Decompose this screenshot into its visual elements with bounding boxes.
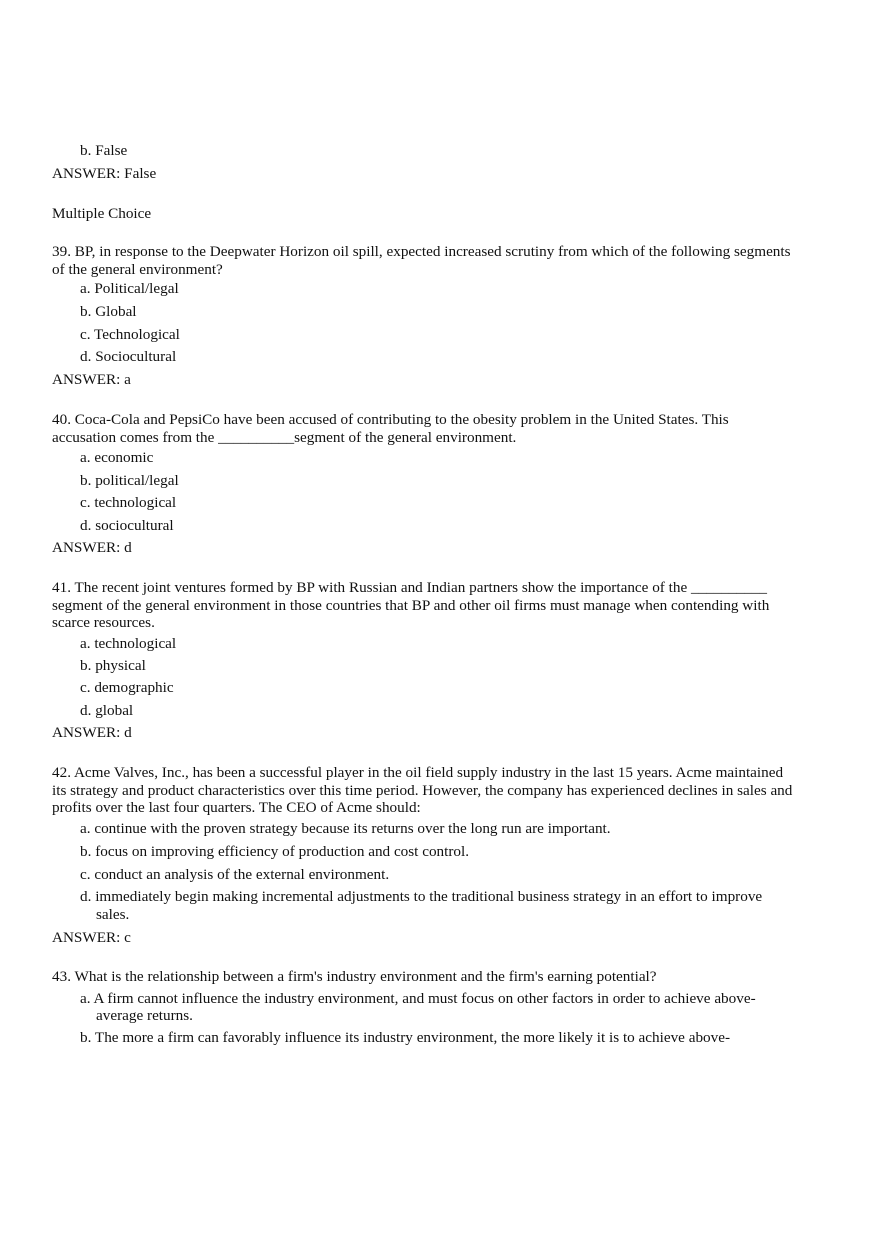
q43-option-a: a. A firm cannot influence the industry environment, and must focus on other factors in order to achieve above-: [80, 990, 756, 1007]
q40-option-c: c. technological: [80, 494, 177, 511]
option-b-false: b. False: [80, 142, 128, 159]
q42-option-c: c. conduct an analysis of the external environment.: [80, 866, 390, 883]
question-42-line-3: profits over the last four quarters. The CEO of Acme should:: [52, 799, 421, 816]
question-42: [52, 764, 832, 817]
q42-option-a: a. continue with the proven strategy because its returns over the long run are important.: [80, 820, 611, 837]
q42-option-b: b. focus on improving efficiency of production and cost control.: [80, 843, 470, 860]
q39-option-b: b. Global: [80, 303, 137, 320]
question-41-line-3: scarce resources.: [52, 614, 155, 631]
question-42-line-1: 42. Acme Valves, Inc., has been a successful player in the oil field supply industry in the last 15 years. Acme maintained: [52, 764, 784, 781]
question-43: 43. What is the relationship between a firm's industry environment and the firm's earning potential?: [52, 968, 657, 985]
q39-option-a: a. Political/legal: [80, 280, 179, 297]
q40-answer: ANSWER: d: [52, 539, 132, 556]
q43-option-a-continued: average returns.: [96, 1007, 193, 1024]
question-41: [52, 579, 832, 632]
q42-option-d: d. immediately begin making incremental adjustments to the traditional business strategy in an effort to improve: [80, 888, 763, 905]
q41-option-b: b. physical: [80, 657, 146, 674]
question-39: [52, 243, 832, 278]
q41-answer: ANSWER: d: [52, 724, 132, 741]
question-41-line-1: 41. The recent joint ventures formed by BP with Russian and Indian partners show the importance of the __________: [52, 579, 767, 596]
q41-option-a: a. technological: [80, 635, 177, 652]
q42-option-d-continued: sales.: [96, 906, 130, 923]
question-40-line-1: 40. Coca-Cola and PepsiCo have been accused of contributing to the obesity problem in the United States. This: [52, 411, 729, 428]
q40-option-b: b. political/legal: [80, 472, 179, 489]
q39-option-c: c. Technological: [80, 326, 180, 343]
question-40-line-2: accusation comes from the __________segment of the general environment.: [52, 428, 517, 446]
q42-answer: ANSWER: c: [52, 929, 131, 946]
question-41-line-2: segment of the general environment in those countries that BP and other oil firms must manage when contending with: [52, 596, 770, 614]
question-39-line-2: of the general environment?: [52, 260, 223, 278]
question-40: [52, 411, 832, 446]
question-42-line-2: its strategy and product characteristics over this time period. However, the company has experienced declines in sales and: [52, 781, 793, 799]
q39-option-d: d. Sociocultural: [80, 348, 177, 365]
q43-option-b: b. The more a firm can favorably influence its industry environment, the more likely it is to achieve above-: [80, 1029, 731, 1046]
q39-answer: ANSWER: a: [52, 371, 131, 388]
q41-option-c: c. demographic: [80, 679, 174, 696]
q41-option-d: d. global: [80, 702, 134, 719]
q40-option-a: a. economic: [80, 449, 154, 466]
section-heading: Multiple Choice: [52, 205, 152, 222]
question-39-line-1: 39. BP, in response to the Deepwater Horizon oil spill, expected increased scrutiny from which of the following segments: [52, 243, 791, 260]
q40-option-d: d. sociocultural: [80, 517, 174, 534]
answer-prev: ANSWER: False: [52, 165, 157, 182]
